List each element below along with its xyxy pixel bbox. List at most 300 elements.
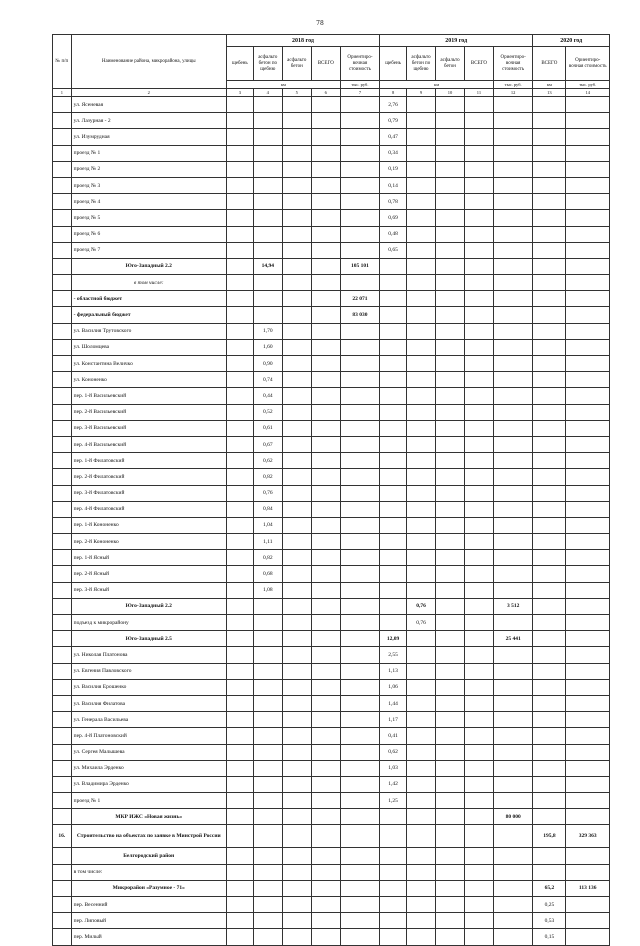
value-cell-11 (464, 97, 493, 113)
header-asph-2019: асфальто бетон (436, 47, 465, 81)
table-row (53, 356, 610, 372)
column-index-cell: 12 (493, 89, 532, 97)
value-cell-3 (226, 929, 253, 945)
value-cell-6 (311, 258, 340, 274)
column-index-cell: 8 (380, 89, 407, 97)
row-number-cell (53, 242, 72, 258)
value-cell-4 (253, 113, 282, 129)
value-cell-14 (566, 728, 610, 744)
value-cell-9 (407, 113, 436, 129)
value-cell-11 (464, 453, 493, 469)
value-cell-7 (340, 913, 379, 929)
row-name-cell: пер. 3-й Филатовский (71, 485, 226, 501)
value-cell-12 (493, 469, 532, 485)
value-cell-3 (226, 582, 253, 598)
value-cell-8 (380, 598, 407, 614)
value-cell-8 (380, 356, 407, 372)
value-cell-10 (436, 550, 465, 566)
value-cell-13 (533, 145, 566, 161)
value-cell-4 (253, 825, 282, 848)
row-number-cell (53, 485, 72, 501)
value-cell-8 (380, 615, 407, 631)
value-cell-14 (566, 695, 610, 711)
value-cell-8 (380, 864, 407, 880)
row-number-cell (53, 631, 72, 647)
value-cell-7 (340, 210, 379, 226)
value-cell-9 (407, 848, 436, 864)
row-name-cell: в том числе: (71, 275, 226, 291)
value-cell-11 (464, 566, 493, 582)
value-cell-9: 0,76 (407, 615, 436, 631)
value-cell-10 (436, 825, 465, 848)
value-cell-7 (340, 848, 379, 864)
value-cell-10 (436, 793, 465, 809)
value-cell-10 (436, 679, 465, 695)
table-row (53, 194, 610, 210)
value-cell-10 (436, 307, 465, 323)
value-cell-14 (566, 647, 610, 663)
value-cell-6 (311, 161, 340, 177)
value-cell-7 (340, 242, 379, 258)
row-name-cell: пер. 4-й Платоновский (71, 728, 226, 744)
value-cell-6 (311, 339, 340, 355)
table-row (53, 929, 610, 945)
header-unit-km-2019: км (380, 81, 494, 89)
value-cell-10 (436, 760, 465, 776)
value-cell-10 (436, 485, 465, 501)
value-cell-5 (282, 453, 311, 469)
value-cell-8 (380, 517, 407, 533)
value-cell-14 (566, 679, 610, 695)
table-row (53, 663, 610, 679)
value-cell-5 (282, 712, 311, 728)
table-row (53, 307, 610, 323)
value-cell-3 (226, 194, 253, 210)
header-gravel-2018: щебень (226, 47, 253, 81)
value-cell-12 (493, 372, 532, 388)
value-cell-4: 0,82 (253, 469, 282, 485)
value-cell-6 (311, 113, 340, 129)
value-cell-11 (464, 809, 493, 825)
value-cell-10 (436, 728, 465, 744)
value-cell-14 (566, 793, 610, 809)
value-cell-10 (436, 113, 465, 129)
value-cell-9 (407, 177, 436, 193)
row-name-cell: ул. Константина Величко (71, 356, 226, 372)
row-name-cell: проезд № 1 (71, 145, 226, 161)
value-cell-14 (566, 177, 610, 193)
row-number-cell (53, 404, 72, 420)
table-row (53, 712, 610, 728)
value-cell-12 (493, 793, 532, 809)
row-number-cell (53, 129, 72, 145)
value-cell-9 (407, 501, 436, 517)
value-cell-3 (226, 372, 253, 388)
row-name-cell: проезд № 3 (71, 177, 226, 193)
value-cell-5 (282, 598, 311, 614)
header-unit-km-2020: км (533, 81, 566, 89)
value-cell-14 (566, 226, 610, 242)
value-cell-14 (566, 582, 610, 598)
value-cell-8 (380, 372, 407, 388)
value-cell-6 (311, 744, 340, 760)
value-cell-4 (253, 226, 282, 242)
row-name-cell: пер. 3-й Ясный (71, 582, 226, 598)
value-cell-8 (380, 436, 407, 452)
value-cell-3 (226, 242, 253, 258)
value-cell-13 (533, 728, 566, 744)
header-year-2020: 2020 год (533, 35, 610, 47)
table-row (53, 404, 610, 420)
value-cell-14 (566, 712, 610, 728)
value-cell-8: 0,41 (380, 728, 407, 744)
row-number-cell (53, 550, 72, 566)
row-name-cell: пер. 1-й Васильевский (71, 388, 226, 404)
value-cell-5 (282, 809, 311, 825)
value-cell-7 (340, 323, 379, 339)
value-cell-10 (436, 582, 465, 598)
value-cell-12 (493, 420, 532, 436)
value-cell-7 (340, 582, 379, 598)
value-cell-7 (340, 744, 379, 760)
value-cell-5 (282, 258, 311, 274)
value-cell-4: 0,61 (253, 420, 282, 436)
value-cell-8: 1,42 (380, 776, 407, 792)
row-name-cell: в том числе: (71, 864, 226, 880)
value-cell-7 (340, 534, 379, 550)
value-cell-4: 0,67 (253, 436, 282, 452)
row-number-cell (53, 420, 72, 436)
value-cell-11 (464, 372, 493, 388)
table-row (53, 501, 610, 517)
row-name-cell: МКР ИЖС «Новая жизнь» (71, 809, 226, 825)
value-cell-11 (464, 848, 493, 864)
value-cell-4 (253, 848, 282, 864)
column-index-cell: 10 (436, 89, 465, 97)
value-cell-10 (436, 242, 465, 258)
value-cell-13: 0,25 (533, 897, 566, 913)
table-row (53, 226, 610, 242)
value-cell-14 (566, 929, 610, 945)
value-cell-3 (226, 663, 253, 679)
value-cell-10 (436, 647, 465, 663)
value-cell-6 (311, 323, 340, 339)
value-cell-3 (226, 864, 253, 880)
value-cell-8 (380, 825, 407, 848)
row-number-cell (53, 848, 72, 864)
value-cell-4 (253, 129, 282, 145)
value-cell-6 (311, 177, 340, 193)
table-row (53, 825, 610, 848)
value-cell-7 (340, 550, 379, 566)
value-cell-4: 1,70 (253, 323, 282, 339)
row-number-cell (53, 929, 72, 945)
value-cell-7 (340, 501, 379, 517)
value-cell-12 (493, 825, 532, 848)
value-cell-8: 0,78 (380, 194, 407, 210)
value-cell-11 (464, 339, 493, 355)
value-cell-11 (464, 582, 493, 598)
value-cell-3 (226, 631, 253, 647)
value-cell-13 (533, 647, 566, 663)
value-cell-11 (464, 647, 493, 663)
value-cell-13 (533, 177, 566, 193)
value-cell-12 (493, 291, 532, 307)
value-cell-12 (493, 760, 532, 776)
value-cell-9 (407, 291, 436, 307)
value-cell-4 (253, 194, 282, 210)
value-cell-6 (311, 517, 340, 533)
value-cell-5 (282, 550, 311, 566)
header-unit-money-2018: тыс. руб. (340, 81, 379, 89)
value-cell-11 (464, 356, 493, 372)
value-cell-10 (436, 631, 465, 647)
row-name-cell: пер. Милый (71, 929, 226, 945)
value-cell-8 (380, 339, 407, 355)
value-cell-12 (493, 453, 532, 469)
value-cell-10 (436, 517, 465, 533)
value-cell-7 (340, 647, 379, 663)
header-total-2018: ВСЕГО (311, 47, 340, 81)
value-cell-6 (311, 194, 340, 210)
row-number-cell (53, 582, 72, 598)
value-cell-6 (311, 275, 340, 291)
value-cell-3 (226, 793, 253, 809)
value-cell-6 (311, 388, 340, 404)
value-cell-12 (493, 356, 532, 372)
row-number-cell (53, 679, 72, 695)
value-cell-13 (533, 598, 566, 614)
value-cell-9 (407, 372, 436, 388)
value-cell-4 (253, 809, 282, 825)
value-cell-11 (464, 913, 493, 929)
table-row (53, 809, 610, 825)
value-cell-4 (253, 880, 282, 896)
value-cell-3 (226, 712, 253, 728)
table-row (53, 582, 610, 598)
value-cell-13 (533, 864, 566, 880)
column-index-row (53, 89, 610, 97)
value-cell-14 (566, 404, 610, 420)
value-cell-13 (533, 194, 566, 210)
row-name-cell: ул. Михаила Эрденко (71, 760, 226, 776)
value-cell-11 (464, 550, 493, 566)
value-cell-6 (311, 679, 340, 695)
table-row (53, 760, 610, 776)
value-cell-3 (226, 356, 253, 372)
value-cell-11 (464, 177, 493, 193)
table-row (53, 275, 610, 291)
value-cell-4: 0,76 (253, 485, 282, 501)
value-cell-8 (380, 291, 407, 307)
row-number-cell (53, 210, 72, 226)
value-cell-9 (407, 825, 436, 848)
value-cell-3 (226, 728, 253, 744)
value-cell-3 (226, 469, 253, 485)
value-cell-4 (253, 275, 282, 291)
value-cell-8: 0,34 (380, 145, 407, 161)
value-cell-12 (493, 323, 532, 339)
row-number-cell (53, 194, 72, 210)
value-cell-10 (436, 534, 465, 550)
table-row (53, 517, 610, 533)
value-cell-11 (464, 291, 493, 307)
value-cell-14 (566, 760, 610, 776)
value-cell-4: 0,44 (253, 388, 282, 404)
value-cell-7: 105 101 (340, 258, 379, 274)
header-year-2019: 2019 год (380, 35, 533, 47)
value-cell-4 (253, 631, 282, 647)
header-asph-2018: асфальто бетон (282, 47, 311, 81)
value-cell-9 (407, 679, 436, 695)
value-cell-14 (566, 453, 610, 469)
value-cell-14 (566, 307, 610, 323)
row-number-cell (53, 728, 72, 744)
value-cell-8 (380, 550, 407, 566)
value-cell-3 (226, 210, 253, 226)
column-index-cell: 13 (533, 89, 566, 97)
value-cell-8: 0,79 (380, 113, 407, 129)
value-cell-8 (380, 307, 407, 323)
value-cell-8: 1,13 (380, 663, 407, 679)
value-cell-9 (407, 453, 436, 469)
row-name-cell: ул. Николая Платонова (71, 647, 226, 663)
row-name-cell: - областной бюджет (71, 291, 226, 307)
value-cell-9 (407, 809, 436, 825)
value-cell-5 (282, 97, 311, 113)
value-cell-14 (566, 663, 610, 679)
value-cell-12 (493, 275, 532, 291)
value-cell-5 (282, 177, 311, 193)
value-cell-6 (311, 582, 340, 598)
value-cell-10 (436, 864, 465, 880)
value-cell-8 (380, 323, 407, 339)
value-cell-9 (407, 258, 436, 274)
value-cell-13 (533, 356, 566, 372)
value-cell-12 (493, 615, 532, 631)
value-cell-6 (311, 436, 340, 452)
value-cell-13 (533, 517, 566, 533)
row-number-cell (53, 695, 72, 711)
value-cell-7 (340, 663, 379, 679)
value-cell-14 (566, 744, 610, 760)
value-cell-4 (253, 744, 282, 760)
value-cell-3 (226, 404, 253, 420)
value-cell-3 (226, 97, 253, 113)
value-cell-9 (407, 929, 436, 945)
value-cell-3 (226, 339, 253, 355)
value-cell-12 (493, 404, 532, 420)
column-index-cell: 1 (53, 89, 72, 97)
value-cell-10 (436, 339, 465, 355)
value-cell-14 (566, 631, 610, 647)
value-cell-12 (493, 913, 532, 929)
value-cell-8 (380, 880, 407, 896)
value-cell-6 (311, 97, 340, 113)
value-cell-12 (493, 145, 532, 161)
value-cell-12 (493, 566, 532, 582)
value-cell-8 (380, 913, 407, 929)
value-cell-13 (533, 566, 566, 582)
row-number-cell: 16. (53, 825, 72, 848)
value-cell-10 (436, 501, 465, 517)
row-name-cell: Строительство на объектах по заявке в Минстрой России (71, 825, 226, 848)
value-cell-8 (380, 388, 407, 404)
value-cell-11 (464, 663, 493, 679)
value-cell-9 (407, 566, 436, 582)
value-cell-13 (533, 615, 566, 631)
value-cell-9 (407, 517, 436, 533)
value-cell-7 (340, 177, 379, 193)
value-cell-13 (533, 550, 566, 566)
row-name-cell: проезд № 6 (71, 226, 226, 242)
value-cell-9 (407, 388, 436, 404)
row-name-cell: ул. Василия Ерошенко (71, 679, 226, 695)
row-number-cell (53, 356, 72, 372)
value-cell-11 (464, 776, 493, 792)
table-row (53, 728, 610, 744)
value-cell-12 (493, 929, 532, 945)
row-number-cell (53, 534, 72, 550)
value-cell-14 (566, 275, 610, 291)
value-cell-12 (493, 194, 532, 210)
value-cell-14 (566, 598, 610, 614)
value-cell-10 (436, 323, 465, 339)
roads-table (52, 34, 610, 946)
value-cell-9 (407, 864, 436, 880)
row-name-cell: ул. Евгения Павловского (71, 663, 226, 679)
table-row (53, 550, 610, 566)
value-cell-5 (282, 679, 311, 695)
row-number-cell (53, 145, 72, 161)
value-cell-5 (282, 534, 311, 550)
row-name-cell: пер. 2-й Филатовский (71, 469, 226, 485)
table-row (53, 291, 610, 307)
value-cell-12 (493, 307, 532, 323)
value-cell-13 (533, 226, 566, 242)
value-cell-12 (493, 339, 532, 355)
value-cell-5 (282, 291, 311, 307)
value-cell-14 (566, 113, 610, 129)
header-name: Наименование района, микрорайона, улицы (71, 35, 226, 89)
table-row (53, 420, 610, 436)
value-cell-7 (340, 113, 379, 129)
value-cell-13 (533, 793, 566, 809)
value-cell-6 (311, 776, 340, 792)
row-name-cell: ул. Шоломцева (71, 339, 226, 355)
value-cell-6 (311, 210, 340, 226)
value-cell-11 (464, 744, 493, 760)
row-number-cell (53, 97, 72, 113)
table-row (53, 776, 610, 792)
value-cell-4 (253, 679, 282, 695)
row-name-cell: пер. 3-й Васильевский (71, 420, 226, 436)
value-cell-11 (464, 534, 493, 550)
value-cell-6 (311, 825, 340, 848)
value-cell-13 (533, 501, 566, 517)
table-row (53, 744, 610, 760)
value-cell-5 (282, 372, 311, 388)
value-cell-5 (282, 647, 311, 663)
value-cell-11 (464, 129, 493, 145)
value-cell-5 (282, 307, 311, 323)
value-cell-13 (533, 485, 566, 501)
value-cell-14 (566, 388, 610, 404)
value-cell-10 (436, 453, 465, 469)
row-number-cell (53, 566, 72, 582)
value-cell-12 (493, 226, 532, 242)
value-cell-13 (533, 744, 566, 760)
